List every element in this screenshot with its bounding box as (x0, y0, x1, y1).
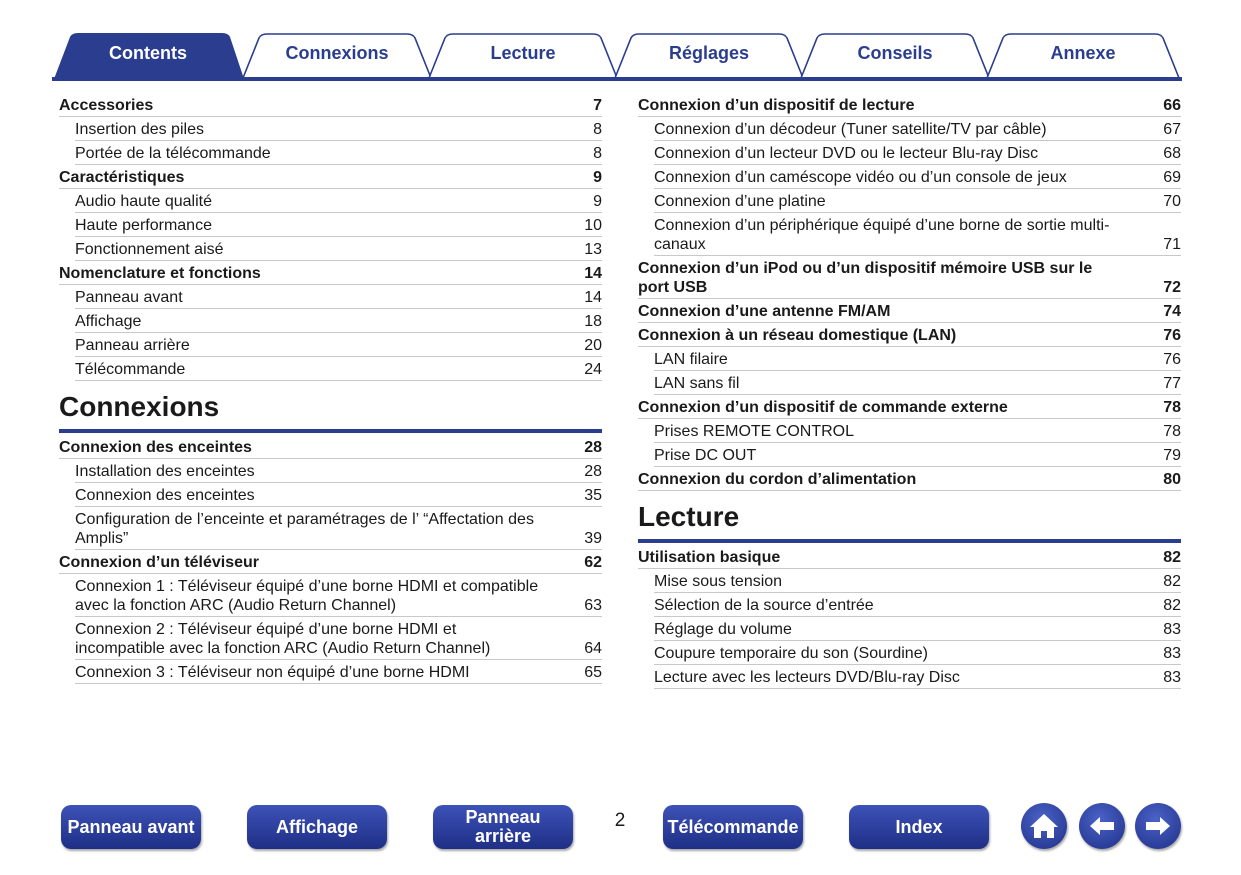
toc-item[interactable]: LAN sans fil 77 (654, 371, 1181, 395)
home-button[interactable] (1021, 803, 1067, 849)
section-rule (638, 539, 1181, 543)
toc-item[interactable]: Connexion d’un périphérique équipé d’une borne de sortie multi-canaux 71 (654, 213, 1181, 256)
toc-item[interactable]: Connexion 2 : Téléviseur équipé d’une borne HDMI et incompatible avec la fonction ARC (Audio Return Channel) 64 (75, 617, 602, 660)
toc-item[interactable]: Audio haute qualité 9 (75, 189, 602, 213)
arrow-left-icon (1079, 803, 1125, 849)
toc-heading[interactable]: Connexion d’une antenne FM/AM 74 (638, 299, 1181, 323)
toc-heading[interactable]: Connexion des enceintes 28 (59, 435, 602, 459)
tab-lecture[interactable] (428, 33, 618, 79)
toc-heading[interactable]: Connexion d’un dispositif de commande externe 78 (638, 395, 1181, 419)
toc-item[interactable]: Panneau avant 14 (75, 285, 602, 309)
tab-contents[interactable] (52, 33, 244, 79)
toc-item[interactable]: Connexion 1 : Téléviseur équipé d’une borne HDMI et compatible avec la fonction ARC (Audio Return Channel) 63 (75, 574, 602, 617)
tab-label: Réglages (668, 43, 750, 63)
tab-label: Lecture (490, 43, 556, 63)
toc-item[interactable]: Connexion d’un lecteur DVD ou le lecteur Blu-ray Disc 68 (654, 141, 1181, 165)
toc-heading[interactable]: Connexion d’un dispositif de lecture 66 (638, 93, 1181, 117)
toc-item[interactable]: Sélection de la source d’entrée 82 (654, 593, 1181, 617)
toc-item[interactable]: Installation des enceintes 28 (75, 459, 602, 483)
telecommande-button[interactable]: Télécommande (663, 805, 803, 849)
panneau-arriere-button[interactable]: Panneau arrière (433, 805, 573, 849)
toc-item[interactable]: Fonctionnement aisé 13 (75, 237, 602, 261)
section-title-connexions: Connexions (59, 391, 220, 422)
tab-reglages[interactable] (614, 33, 804, 79)
toc-left-column (59, 93, 602, 684)
toc-heading[interactable]: Accessories 7 (59, 93, 602, 117)
toc-item[interactable]: LAN filaire 76 (654, 347, 1181, 371)
toc-item[interactable]: Coupure temporaire du son (Sourdine) 83 (654, 641, 1181, 665)
toc-item[interactable]: Prise DC OUT 79 (654, 443, 1181, 467)
toc-heading[interactable]: Caractéristiques 9 (59, 165, 602, 189)
toc-item[interactable]: Insertion des piles 8 (75, 117, 602, 141)
toc-item[interactable]: Télécommande 24 (75, 357, 602, 381)
toc-heading[interactable]: Nomenclature et fonctions 14 (59, 261, 602, 285)
toc-heading[interactable]: Connexion d’un téléviseur 62 (59, 550, 602, 574)
toc-item[interactable]: Connexion d’un décodeur (Tuner satellite/TV par câble) 67 (654, 117, 1181, 141)
tab-conseils[interactable] (800, 33, 990, 79)
toc-heading[interactable]: Utilisation basique 82 (638, 545, 1181, 569)
toc-item[interactable]: Configuration de l’enceinte et paramétrages de l’ “Affectation des Amplis” 39 (75, 507, 602, 550)
toc-heading[interactable]: Connexion d’un iPod ou d’un dispositif mémoire USB sur le port USB 72 (638, 256, 1181, 299)
toc-item[interactable]: Lecture avec les lecteurs DVD/Blu-ray Disc 83 (654, 665, 1181, 689)
tab-label: Connexions (285, 43, 389, 63)
toc-item[interactable]: Panneau arrière 20 (75, 333, 602, 357)
section-title-lecture: Lecture (638, 501, 740, 532)
toc-item[interactable]: Prises REMOTE CONTROL 78 (654, 419, 1181, 443)
tab-label: Contents (109, 43, 187, 63)
toc-item[interactable]: Connexion d’une platine 70 (654, 189, 1181, 213)
page-number: 2 (614, 810, 626, 831)
affichage-button[interactable]: Affichage (247, 805, 387, 849)
tab-bar (52, 33, 1182, 81)
section-rule (59, 429, 602, 433)
tab-label: Annexe (1050, 43, 1116, 63)
toc-heading[interactable]: Connexion du cordon d’alimentation 80 (638, 467, 1181, 491)
forward-button[interactable] (1135, 803, 1181, 849)
toc-item[interactable]: Portée de la télécommande 8 (75, 141, 602, 165)
back-button[interactable] (1079, 803, 1125, 849)
toc-item[interactable]: Haute performance 10 (75, 213, 602, 237)
arrow-right-icon (1135, 803, 1181, 849)
tab-label: Conseils (857, 43, 933, 63)
home-icon (1021, 803, 1067, 849)
index-button[interactable]: Index (849, 805, 989, 849)
toc-item[interactable]: Connexion des enceintes 35 (75, 483, 602, 507)
tab-annexe[interactable] (986, 33, 1180, 79)
toc-item[interactable]: Réglage du volume 83 (654, 617, 1181, 641)
tab-underline (52, 77, 1182, 81)
toc-item[interactable]: Mise sous tension 82 (654, 569, 1181, 593)
toc-heading[interactable]: Connexion à un réseau domestique (LAN) 76 (638, 323, 1181, 347)
toc-item[interactable]: Connexion d’un caméscope vidéo ou d’un console de jeux 69 (654, 165, 1181, 189)
toc-right-column (638, 93, 1181, 689)
panneau-avant-button[interactable]: Panneau avant (61, 805, 201, 849)
toc-item[interactable]: Connexion 3 : Téléviseur non équipé d’une borne HDMI 65 (75, 660, 602, 684)
toc-item[interactable]: Affichage 18 (75, 309, 602, 333)
tab-connexions[interactable] (242, 33, 432, 79)
